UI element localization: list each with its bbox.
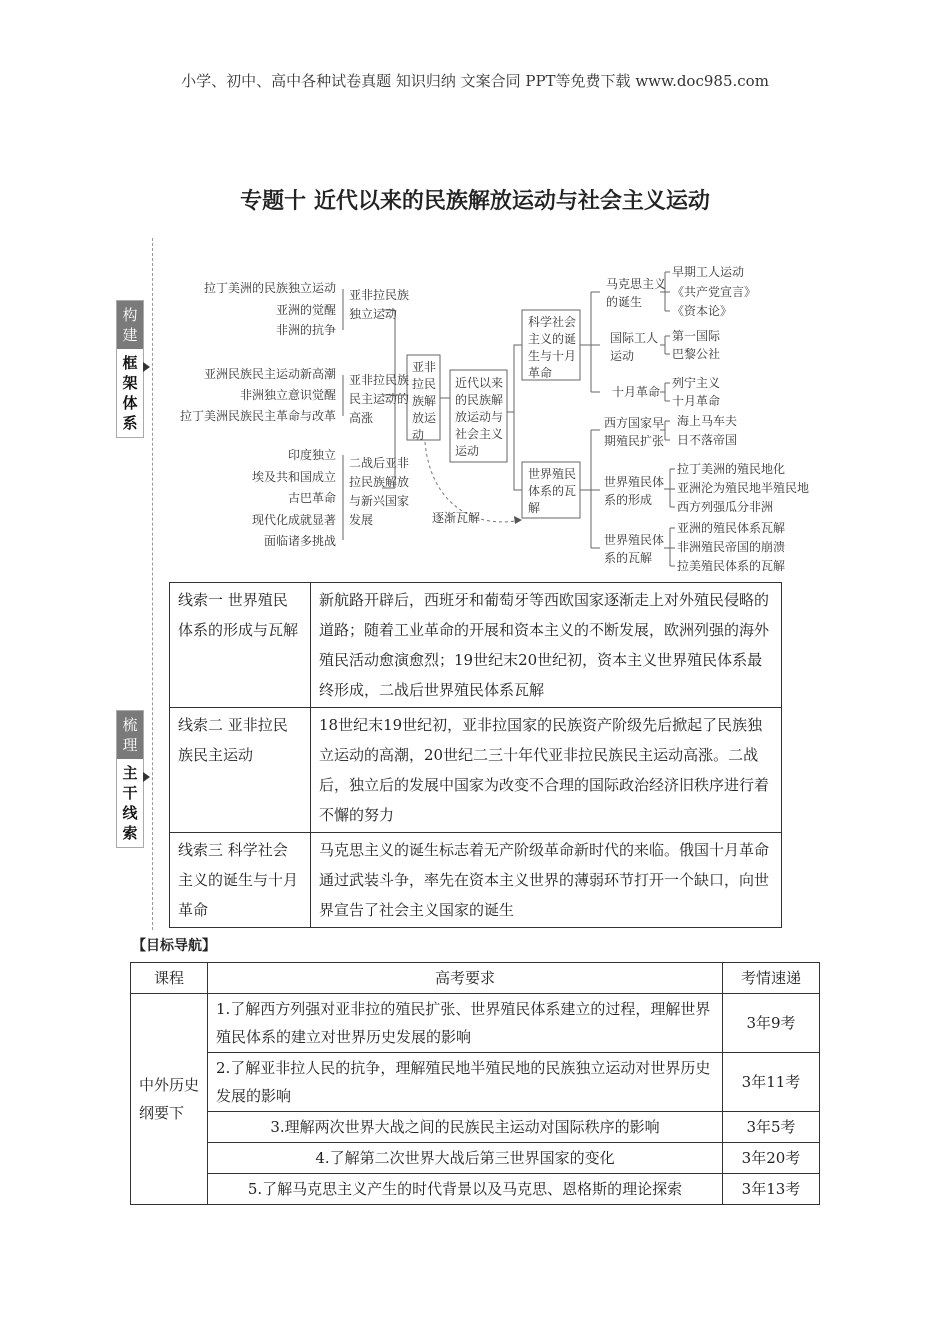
right-hub-label: 主义的诞 — [528, 332, 577, 346]
left-group-label: 亚非拉民族 — [349, 288, 410, 302]
left-leaf-item: 古巴革命 — [287, 491, 336, 505]
mindmap-left-hub-text: 动 — [412, 428, 425, 442]
connector-formation — [664, 469, 675, 507]
mindmap-left-hub-text: 族解 — [412, 394, 437, 408]
left-leaf-item: 亚洲民族民主运动新高潮 — [203, 367, 336, 381]
right-group-label: 系的形成 — [604, 493, 653, 507]
goal-frequency: 3年11考 — [723, 1053, 820, 1112]
connector-collapse — [664, 528, 675, 566]
mindmap-left-groups — [349, 287, 409, 527]
left-leaf-item: 非洲的抗争 — [275, 323, 336, 337]
clue-row — [170, 583, 782, 708]
mindmap-center-text: 社会主义 — [455, 427, 504, 441]
right-hub-label: 体系的瓦 — [528, 484, 577, 498]
mindmap-left-hub-text: 放运 — [412, 411, 437, 425]
clue-table — [169, 582, 782, 928]
right-leaf-item: 西方列强瓜分非洲 — [677, 500, 774, 514]
goal-requirement: 1.了解西方列强对亚非拉的殖民扩张、世界殖民体系建立的过程，理解世界殖民体系的建立对世界历史发展的影响 — [208, 994, 723, 1053]
clues-tag-top: 梳 理 — [117, 711, 143, 759]
right-hub-label: 科学社会 — [528, 315, 577, 329]
right-group-label: 系的瓦解 — [604, 551, 653, 565]
right-group-label: 马克思主义 — [606, 277, 667, 291]
goal-table — [130, 962, 820, 1205]
right-group-label: 世界殖民体 — [604, 533, 665, 547]
clue-key: 线索三 科学社会主义的诞生与十月革命 — [170, 833, 311, 928]
connector-oct — [660, 383, 670, 401]
connector-right-2 — [580, 430, 600, 548]
left-group-label: 二战后亚非 — [349, 456, 410, 470]
left-group-label: 拉民族解放 — [349, 475, 410, 489]
goal-requirement: 4.了解第二次世界大战后第三世界国家的变化 — [208, 1143, 723, 1174]
left-leaf-item: 亚洲的觉醒 — [275, 303, 336, 317]
page-title: 专题十 近代以来的民族解放运动与社会主义运动 — [240, 189, 710, 214]
right-group-label: 西方国家早 — [604, 416, 665, 430]
connector-right-1 — [580, 292, 600, 392]
mindmap-center-text: 的民族解 — [455, 393, 504, 407]
clue-row — [170, 708, 782, 833]
clue-row — [170, 833, 782, 928]
goal-label: 【目标导航】 — [132, 938, 216, 954]
clue-text: 新航路开辟后，西班牙和葡萄牙等西欧国家逐渐走上对外殖民侵略的道路；随着工业革命的开展和资本主义的不断发展，欧洲列强的海外殖民活动愈演愈烈；19世纪末20世纪初，资本主义世界殖民体系最终形成，二战后世界殖民体系瓦解 — [311, 583, 782, 708]
left-leaf-item: 拉丁美洲的民族独立运动 — [203, 281, 336, 295]
clue-key: 线索二 亚非拉民族民主运动 — [170, 708, 311, 833]
framework-tag-bottom: 框 架 体 系 — [117, 349, 143, 437]
left-group-label: 与新兴国家 — [349, 494, 410, 508]
mindmap-center-text: 放运动与 — [455, 410, 504, 424]
mindmap-center-text: 近代以来 — [455, 376, 504, 390]
left-group-label: 民主运动的 — [349, 392, 410, 406]
goal-row — [131, 1143, 820, 1174]
mindmap — [0, 0, 950, 580]
clue-key: 线索一 世界殖民体系的形成与瓦解 — [170, 583, 311, 708]
goal-frequency: 3年20考 — [723, 1143, 820, 1174]
right-group-label: 国际工人 — [610, 331, 659, 345]
left-leaf-item: 现代化成就显著 — [251, 513, 336, 527]
goal-requirement: 2.了解亚非拉人民的抗争，理解殖民地半殖民地的民族独立运动对世界历史发展的影响 — [208, 1053, 723, 1112]
right-leaf-item: 《资本论》 — [672, 304, 733, 318]
left-group-label: 发展 — [349, 513, 374, 527]
right-leaf-item: 十月革命 — [672, 394, 721, 408]
right-group-label: 运动 — [610, 349, 635, 363]
goal-frequency: 3年13考 — [723, 1174, 820, 1205]
left-group-label: 亚非拉民族 — [349, 373, 410, 387]
right-leaf-item: 拉丁美洲的殖民地化 — [677, 462, 786, 476]
right-group-label: 期殖民扩张 — [604, 434, 665, 448]
right-group-label: 的诞生 — [606, 295, 643, 309]
goal-row — [131, 1053, 820, 1112]
goal-header-course: 课程 — [131, 963, 208, 994]
clues-tag — [116, 710, 144, 848]
right-leaf-item: 非洲殖民帝国的崩溃 — [677, 540, 786, 554]
right-leaf-item: 早期工人运动 — [672, 265, 745, 279]
goal-row — [131, 1112, 820, 1143]
goal-frequency: 3年9考 — [723, 994, 820, 1053]
right-leaf-item: 日不落帝国 — [677, 433, 738, 447]
right-leaf-item: 巴黎公社 — [672, 347, 721, 361]
right-group-label: 世界殖民体 — [604, 475, 665, 489]
left-group-label: 独立运动 — [349, 307, 398, 321]
left-leaf-item: 印度独立 — [287, 448, 336, 462]
mindmap-right-hubs — [528, 277, 666, 565]
left-group-label: 高涨 — [349, 411, 374, 425]
mindmap-left-hub-text: 亚非 — [412, 360, 437, 374]
right-hub-label: 革命 — [528, 366, 553, 380]
goal-requirement: 5.了解马克思主义产生的时代背景以及马克思、恩格斯的理论探索 — [208, 1174, 723, 1205]
right-hub-label: 世界殖民 — [528, 467, 577, 481]
left-leaf-item: 面临诸多挑战 — [263, 534, 336, 548]
left-leaf-item: 非洲独立意识觉醒 — [239, 388, 336, 402]
goal-row — [131, 1174, 820, 1205]
right-leaf-item: 第一国际 — [672, 329, 721, 343]
goal-row — [131, 994, 820, 1053]
right-hub-label: 解 — [528, 501, 541, 515]
right-hub-label: 生与十月 — [528, 349, 577, 363]
right-group-label: 十月革命 — [612, 385, 661, 399]
clues-arrow-icon — [143, 772, 150, 782]
right-leaf-item: 《共产党宣言》 — [672, 285, 757, 299]
goal-frequency: 3年5考 — [723, 1112, 820, 1143]
site-header: 小学、初中、高中各种试卷真题 知识归纳 文案合同 PPT等免费下载 www.doc985.com — [181, 72, 769, 90]
framework-tag-top: 构 建 — [117, 301, 143, 349]
left-leaf-item: 埃及共和国成立 — [251, 470, 336, 484]
right-leaf-item: 亚洲的殖民体系瓦解 — [677, 521, 786, 535]
clues-tag-bottom: 主 干 线 索 — [117, 759, 143, 847]
gradual-arrow-icon — [514, 516, 522, 524]
gradual-label: 逐渐瓦解 — [432, 511, 481, 525]
goal-course: 中外历史纲要下 — [131, 994, 208, 1205]
right-leaf-item: 亚洲沦为殖民地半殖民地 — [677, 481, 810, 495]
goal-header-frequency: 考情速递 — [723, 963, 820, 994]
clue-text: 马克思主义的诞生标志着无产阶级革命新时代的来临。俄国十月革命通过武装斗争，率先在资本主义世界的薄弱环节打开一个缺口，向世界宣告了社会主义国家的诞生 — [311, 833, 782, 928]
goal-requirement: 3.理解两次世界大战之间的民族民主运动对国际秩序的影响 — [208, 1112, 723, 1143]
clue-text: 18世纪末19世纪初，亚非拉国家的民族资产阶级先后掀起了民族独立运动的高潮，20世纪二三十年代亚非拉民族民主运动高涨。二战后，独立后的发展中国家为改变不合理的国际政治经济旧秩序进行着不懈的努力 — [311, 708, 782, 833]
goal-header-requirement: 高考要求 — [208, 963, 723, 994]
connector-intl — [660, 336, 670, 354]
right-leaf-item: 列宁主义 — [672, 376, 721, 390]
right-leaf-item: 海上马车夫 — [677, 414, 738, 428]
mindmap-center-text: 运动 — [455, 444, 480, 458]
connector-center-right — [507, 345, 522, 490]
left-leaf-item: 拉丁美洲民族民主革命与改革 — [179, 409, 336, 423]
mindmap-left-hub-text: 拉民 — [412, 377, 437, 391]
right-leaf-item: 拉美殖民体系的瓦解 — [677, 559, 786, 573]
